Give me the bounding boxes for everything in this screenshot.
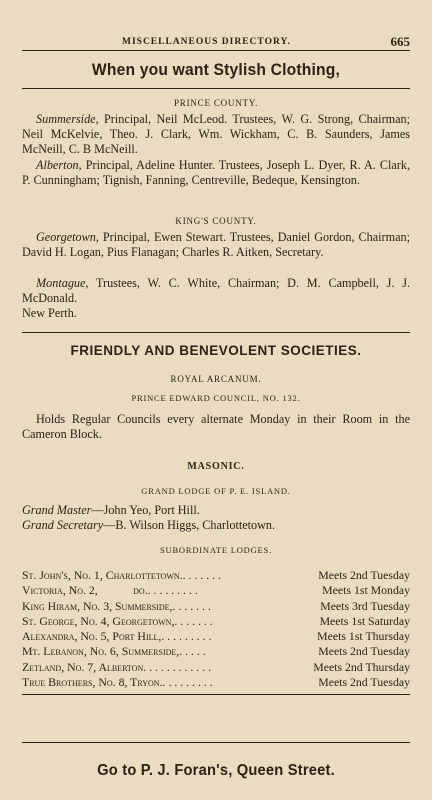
montague-entry [22,276,410,306]
grand-lodge-heading: GRAND LODGE OF P. E. ISLAND. [141,486,291,496]
georgetown-entry [22,230,410,260]
grand-secretary-label: Grand Secretary [22,518,104,532]
georgetown-place: Georgetown [36,230,96,244]
lodge-meets: Meets 1st Monday [322,583,410,598]
lodge-row [22,583,410,598]
running-head [22,34,410,51]
lodge-name: Zetland, No. 7, Alberton. . . . . . . . . . . . [22,659,212,674]
lodge-name: True Brothers, No. 8, Tryon.. . . . . . . . . [22,675,213,690]
divider [22,742,410,743]
alberton-entry [22,158,410,188]
lodge-meets: Meets 2nd Tuesday [318,644,410,659]
grand-secretary-line [22,518,410,533]
lodge-row [22,660,410,675]
royal-arcanum-text: Holds Regular Councils every alternate Monday in their Room in the Cameron Block. [22,412,410,442]
lodge-name: St. John's, No. 1, Charlottetown.. . . . . . . [22,568,221,582]
grand-master-name: —John Yeo, Port Hill. [91,503,200,517]
alberton-place: Alberton [36,158,79,172]
grand-secretary-name: —B. Wilson Higgs, Charlottetown. [103,518,276,532]
council-heading: PRINCE EDWARD COUNCIL, NO. 132. [131,393,301,403]
grand-master-line [22,503,410,518]
summerside-entry [22,112,410,158]
summerside-place: Summerside [36,112,96,126]
montague-text: , Trustees, W. C. White, Chairman; D. M. Campbell, J. J. McDonald. [22,276,410,306]
prince-county-heading: PRINCE COUNTY. [173,98,259,108]
lodge-meets: Meets 3rd Tuesday [320,598,410,613]
new-perth-entry: New Perth. [22,306,77,320]
subordinate-lodges-heading: SUBORDINATE LODGES. [159,545,272,555]
lodge-name: King Hiram, No. 3, Summerside,. . . . . . . [22,598,211,613]
page-number: 665 [390,34,410,49]
summerside-text: , Principal, Neil McLeod. Trustees, W. G. Strong, Chairman; Neil McKelvie, Theo. J. Clark, Wm. Wickham, C. B. Saunders, James McNeill, C. B McNeill. [22,112,410,157]
divider [22,694,410,695]
lodge-name: Mt. Lebanon, No. 6, Summerside,. . . . . [22,644,206,659]
divider [22,88,410,89]
masonic-heading: MASONIC. [187,461,245,472]
lodge-name: Alexandra, No. 5, Port Hill,. . . . . . . . . [22,629,212,644]
lodge-row [22,644,410,659]
lodge-row [22,599,410,614]
montague-place: Montague [36,276,86,290]
societies-heading: FRIENDLY AND BENEVOLENT SOCIETIES. [70,343,362,358]
lodge-name: Victoria, No. 2, do.. . . . . . . . . [22,583,198,598]
alberton-text: , Principal, Adeline Hunter. Trustees, Joseph L. Dyer, R. A. Clark, P. Cunningham; Tignish, Fanning, Centreville, Bedeque, Kensington. [22,158,410,188]
lodge-name: St. George, No. 4, Georgetown,. . . . . . . [22,613,213,628]
kings-county-heading: KING'S COUNTY. [175,216,257,226]
royal-arcanum-heading: ROYAL ARCANUM. [170,374,262,384]
lodge-row [22,568,410,583]
grand-master-label: Grand Master [22,503,92,517]
advert-banner-bottom: Go to P. J. Foran's, Queen Street. [97,762,335,779]
lodge-row [22,675,410,690]
lodge-meets: Meets 2nd Tuesday [318,568,410,582]
lodge-row [22,614,410,629]
lodge-meets: Meets 1st Thursday [317,629,410,644]
lodge-meets: Meets 1st Saturday [319,613,410,628]
lodge-meets: Meets 2nd Thursday [313,659,410,674]
lodges-list [22,568,410,690]
lodge-row [22,629,410,644]
georgetown-text: , Principal, Ewen Stewart. Trustees, Daniel Gordon, Chairman; David H. Logan, Pius Flanagan; Charles R. Aitken, Secretary. [22,230,410,260]
lodge-meets: Meets 2nd Tuesday [318,675,410,690]
running-head-title: MISCELLANEOUS DIRECTORY. [122,37,291,47]
divider [22,332,410,333]
advert-banner-top: When you want Stylish Clothing, [91,60,341,79]
